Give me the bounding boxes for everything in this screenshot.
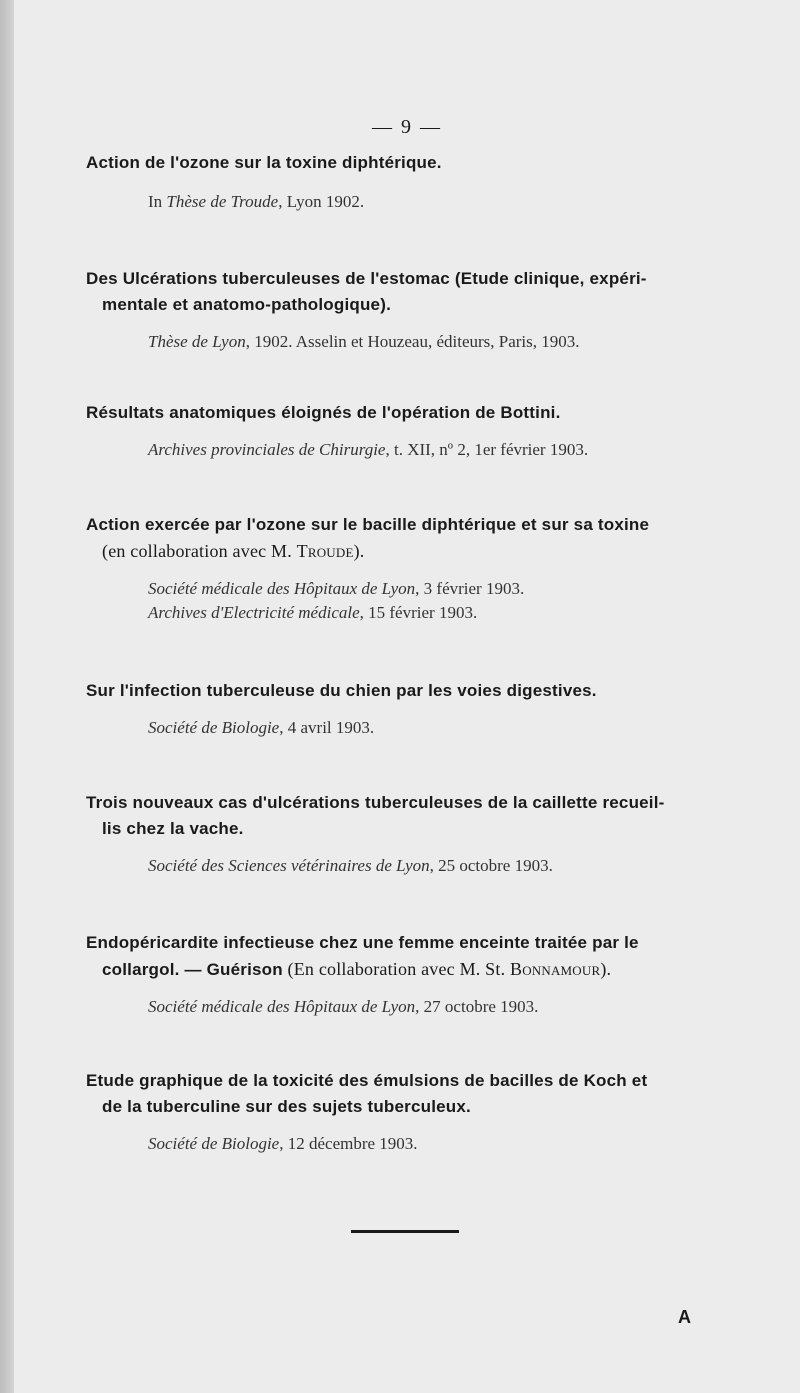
entry-reference: Société des Sciences vétérinaires de Lyon, 25 octobre 1903. (148, 856, 553, 875)
page-number: — 9 — (372, 116, 442, 138)
entry-title: Des Ulcérations tuberculeuses de l'estomac (Etude clinique, expéri- mentale et anatomo-pathologique). (86, 269, 647, 314)
entry-8 (86, 1068, 746, 1156)
entry-7 (86, 930, 746, 1019)
entry-title: Action de l'ozone sur la toxine diphtérique. (86, 153, 442, 172)
signature-mark: A (678, 1307, 691, 1327)
entry-title: Action exercée par l'ozone sur le bacille diphtérique et sur sa toxine (en collaboration avec M. Troude). (86, 515, 650, 561)
entry-title: Etude graphique de la toxicité des émulsions de bacilles de Koch et de la tuberculine sur des sujets tuberculeux. (86, 1071, 648, 1116)
scan-edge (0, 0, 14, 1393)
closing-rule (351, 1230, 459, 1233)
entry-reference: Société médicale des Hôpitaux de Lyon, 3 février 1903. Archives d'Electricité médicale, 15 février 1903. (148, 579, 525, 622)
entry-4 (86, 512, 746, 625)
entry-title: Sur l'infection tuberculeuse du chien par les voies digestives. (86, 681, 597, 700)
entry-reference: Archives provinciales de Chirurgie, t. XII, nº 2, 1er février 1903. (148, 440, 589, 459)
document-page (14, 0, 800, 1393)
entry-reference: Société de Biologie, 4 avril 1903. (148, 718, 375, 737)
entry-5 (86, 678, 746, 740)
entry-6 (86, 790, 746, 878)
entry-2 (86, 266, 746, 354)
entry-title: Résultats anatomiques éloignés de l'opération de Bottini. (86, 403, 561, 422)
entry-reference: Société de Biologie, 12 décembre 1903. (148, 1134, 418, 1153)
entry-reference: Thèse de Lyon, 1902. Asselin et Houzeau, éditeurs, Paris, 1903. (148, 332, 580, 351)
entry-3 (86, 400, 746, 462)
entry-1 (86, 150, 746, 214)
entry-reference: Société médicale des Hôpitaux de Lyon, 27 octobre 1903. (148, 997, 539, 1016)
entry-title: Trois nouveaux cas d'ulcérations tuberculeuses de la caillette recueil- lis chez la vache. (86, 793, 665, 838)
entry-title: Endopéricardite infectieuse chez une femme enceinte traitée par le collargol. — Guérison (En collaboration avec M. St. Bonnamour). (86, 933, 639, 979)
entry-reference: In Thèse de Troude, Lyon 1902. (148, 192, 365, 211)
